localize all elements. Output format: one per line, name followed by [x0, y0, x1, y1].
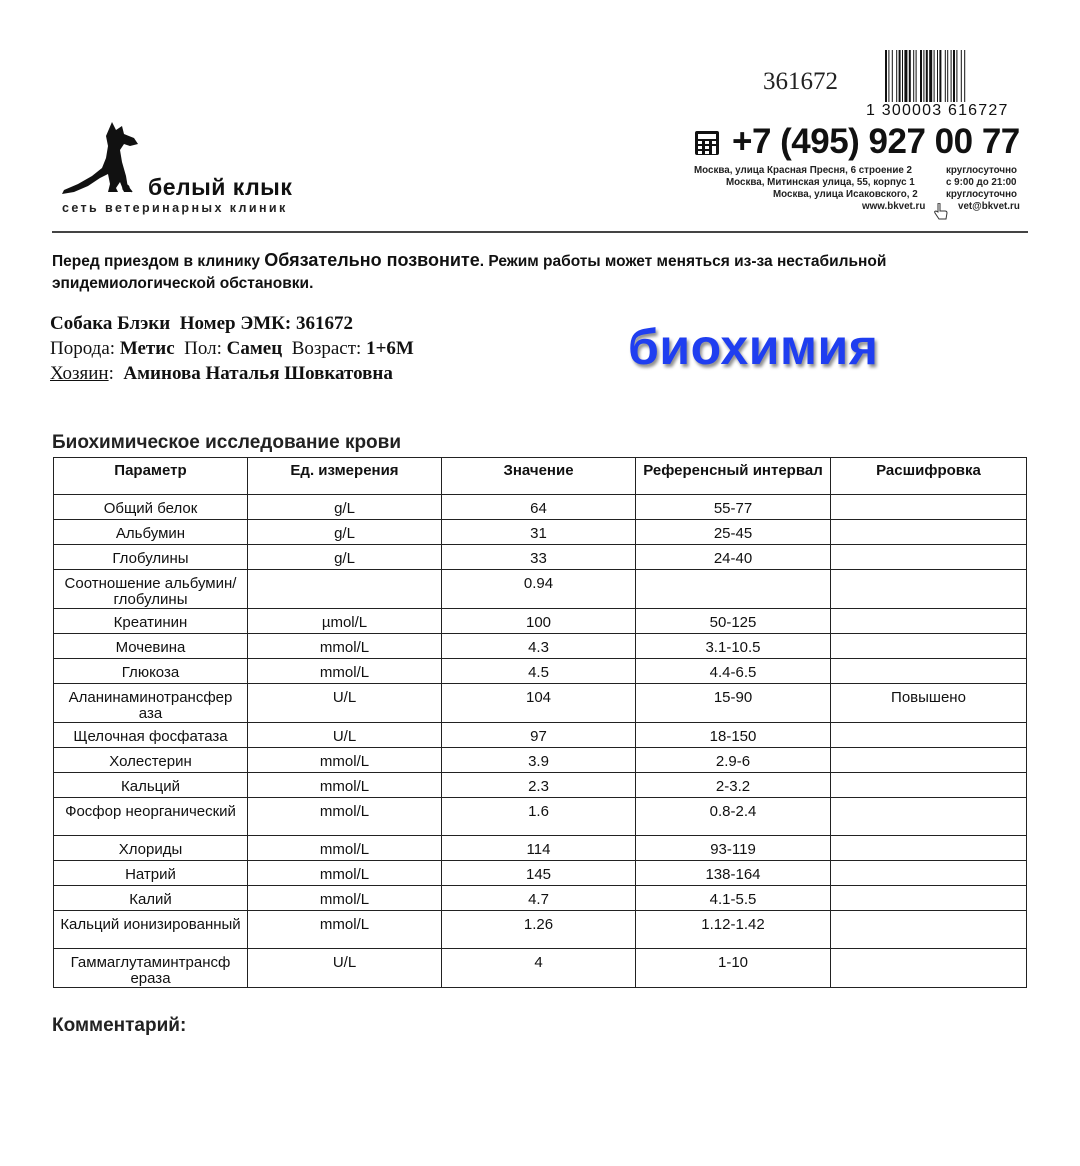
cell-parameter: Аланинаминотрансфер аза [54, 684, 248, 723]
clinic-hours-3: круглосуточно [946, 189, 1018, 200]
breed-label: Порода: [50, 338, 116, 359]
cell-units: mmol/L [248, 773, 442, 798]
cell-value: 0.94 [442, 570, 636, 609]
patient-name: Собака Блэки [50, 313, 171, 334]
cell-interpretation [831, 798, 1027, 836]
sex-label: Пол: [184, 338, 222, 359]
cell-interpretation [831, 886, 1027, 911]
cell-reference: 4.1-5.5 [636, 886, 831, 911]
clinic-hours-1: круглосуточно [946, 165, 1018, 176]
cell-reference: 93-119 [636, 836, 831, 861]
col-header-reference: Референсный интервал [636, 458, 831, 495]
cell-parameter: Калий [54, 886, 248, 911]
cell-reference: 24-40 [636, 545, 831, 570]
cell-units: U/L [248, 949, 442, 988]
cell-value: 33 [442, 545, 636, 570]
cell-reference: 4.4-6.5 [636, 659, 831, 684]
col-header-parameter: Параметр [54, 458, 248, 495]
table-row [54, 748, 1027, 773]
cell-reference: 25-45 [636, 520, 831, 545]
header-divider [52, 231, 1028, 233]
patient-line-2 [50, 338, 414, 360]
cell-value: 145 [442, 861, 636, 886]
age-label: Возраст: [291, 338, 362, 359]
cell-value: 100 [442, 609, 636, 634]
cell-value: 4.7 [442, 886, 636, 911]
table-row [54, 659, 1027, 684]
cell-units: mmol/L [248, 861, 442, 886]
clinic-address-3: Москва, улица Исаковского, 2 [773, 189, 918, 200]
table-row [54, 949, 1027, 988]
cell-value: 31 [442, 520, 636, 545]
notice-emphasis: Обязательно позвоните [264, 250, 480, 270]
cell-parameter: Гаммаглутаминтрансф ераза [54, 949, 248, 988]
emk-label: Номер ЭМК: [179, 313, 292, 334]
owner-value: Аминова Наталья Шовкатовна [123, 363, 393, 384]
cell-value: 1.6 [442, 798, 636, 836]
table-row [54, 570, 1027, 609]
breed-value: Метис [119, 338, 175, 359]
cell-reference: 50-125 [636, 609, 831, 634]
notice-part-2: . Режим работы может меняться из-за нестабильной эпидемиологической обстановки. [52, 253, 887, 292]
col-header-interpretation: Расшифровка [831, 458, 1027, 495]
hand-cursor-icon [934, 203, 948, 220]
cell-reference: 0.8-2.4 [636, 798, 831, 836]
cell-parameter: Соотношение альбумин/глобулины [54, 570, 248, 609]
clinic-address-2: Москва, Митинская улица, 55, корпус 1 [726, 177, 915, 188]
table-row [54, 773, 1027, 798]
table-row [54, 723, 1027, 748]
cell-parameter: Кальций [54, 773, 248, 798]
cell-value: 4 [442, 949, 636, 988]
table-row [54, 495, 1027, 520]
cell-parameter: Общий белок [54, 495, 248, 520]
table-row [54, 684, 1027, 723]
cell-reference: 2.9-6 [636, 748, 831, 773]
cell-reference: 1.12-1.42 [636, 911, 831, 949]
cell-interpretation [831, 773, 1027, 798]
cell-parameter: Глюкоза [54, 659, 248, 684]
cell-interpretation [831, 570, 1027, 609]
cell-value: 114 [442, 836, 636, 861]
cell-value: 2.3 [442, 773, 636, 798]
table-row [54, 836, 1027, 861]
table-row [54, 634, 1027, 659]
cell-interpretation [831, 634, 1027, 659]
call-ahead-notice [52, 249, 1042, 295]
cell-interpretation [831, 861, 1027, 886]
cell-units: mmol/L [248, 911, 442, 949]
calculator-phone-icon [694, 130, 720, 156]
patient-line-3: Хозяин: Аминова Наталья Шовкатовна [50, 363, 393, 384]
clinic-hours-2: с 9:00 до 21:00 [946, 177, 1017, 188]
cell-interpretation [831, 748, 1027, 773]
col-header-units: Ед. измерения [248, 458, 442, 495]
table-row [54, 609, 1027, 634]
cell-parameter: Альбумин [54, 520, 248, 545]
cell-value: 64 [442, 495, 636, 520]
cell-reference: 15-90 [636, 684, 831, 723]
barcode-number: 1 300003 616727 [866, 102, 1009, 119]
notice-part-1: Перед приездом в клинику [52, 253, 265, 270]
cell-parameter: Фосфор неорганический [54, 798, 248, 836]
cell-interpretation [831, 911, 1027, 949]
table-row [54, 911, 1027, 949]
cell-units: µmol/L [248, 609, 442, 634]
cell-value: 97 [442, 723, 636, 748]
emk-number: 361672 [296, 313, 354, 334]
cell-reference: 55-77 [636, 495, 831, 520]
cell-value: 4.3 [442, 634, 636, 659]
cell-interpretation [831, 609, 1027, 634]
clinic-phone[interactable]: +7 (495) 927 00 77 [732, 122, 1020, 161]
cell-units: mmol/L [248, 798, 442, 836]
cell-parameter: Глобулины [54, 545, 248, 570]
cell-value: 3.9 [442, 748, 636, 773]
cell-interpretation [831, 949, 1027, 988]
cell-reference [636, 570, 831, 609]
table-row [54, 545, 1027, 570]
cell-units: mmol/L [248, 836, 442, 861]
table-title: Биохимическое исследование крови [52, 432, 402, 453]
table-row [54, 520, 1027, 545]
cell-interpretation [831, 659, 1027, 684]
table-row [54, 861, 1027, 886]
cell-parameter: Холестерин [54, 748, 248, 773]
cell-interpretation [831, 520, 1027, 545]
clinic-logo-name: белый клык [148, 174, 293, 200]
cell-interpretation: Повышено [831, 684, 1027, 723]
age-value: 1+6М [366, 338, 414, 359]
cell-reference: 18-150 [636, 723, 831, 748]
results-table [53, 457, 1027, 988]
col-header-value: Значение [442, 458, 636, 495]
cell-reference: 2-3.2 [636, 773, 831, 798]
owner-label: Хозяин [50, 363, 109, 384]
cell-units: g/L [248, 495, 442, 520]
cell-reference: 138-164 [636, 861, 831, 886]
clinic-address-1: Москва, улица Красная Пресня, 6 строение 2 [694, 165, 912, 176]
cell-units: mmol/L [248, 886, 442, 911]
barcode-image [885, 50, 1029, 110]
cell-interpretation [831, 723, 1027, 748]
cell-units: mmol/L [248, 748, 442, 773]
cell-units: U/L [248, 684, 442, 723]
cell-value: 104 [442, 684, 636, 723]
table-header-row [54, 458, 1027, 495]
cell-parameter: Кальций ионизированный [54, 911, 248, 949]
emk-number-header: 361672 [763, 68, 838, 95]
sex-value: Самец [226, 338, 283, 359]
cell-units: mmol/L [248, 659, 442, 684]
cell-parameter: Креатинин [54, 609, 248, 634]
comment-label: Комментарий: [52, 1015, 187, 1036]
cell-units: mmol/L [248, 634, 442, 659]
clinic-website[interactable]: www.bkvet.ru [862, 201, 926, 212]
cell-interpretation [831, 545, 1027, 570]
cell-value: 4.5 [442, 659, 636, 684]
cell-parameter: Хлориды [54, 836, 248, 861]
cell-units: g/L [248, 520, 442, 545]
cell-units [248, 570, 442, 609]
table-row [54, 798, 1027, 836]
cell-value: 1.26 [442, 911, 636, 949]
patient-line-1 [50, 313, 353, 335]
cell-interpretation [831, 836, 1027, 861]
cell-reference: 1-10 [636, 949, 831, 988]
cell-units: U/L [248, 723, 442, 748]
cell-parameter: Мочевина [54, 634, 248, 659]
table-row [54, 886, 1027, 911]
dog-logo-icon [60, 118, 150, 200]
cell-units: g/L [248, 545, 442, 570]
clinic-logo-subtitle: сеть ветеринарных клиник [62, 201, 288, 215]
cell-parameter: Натрий [54, 861, 248, 886]
cell-reference: 3.1-10.5 [636, 634, 831, 659]
cell-parameter: Щелочная фосфатаза [54, 723, 248, 748]
clinic-email[interactable]: vet@bkvet.ru [958, 201, 1020, 212]
cell-interpretation [831, 495, 1027, 520]
biochemistry-stamp: биохимия [628, 319, 879, 375]
